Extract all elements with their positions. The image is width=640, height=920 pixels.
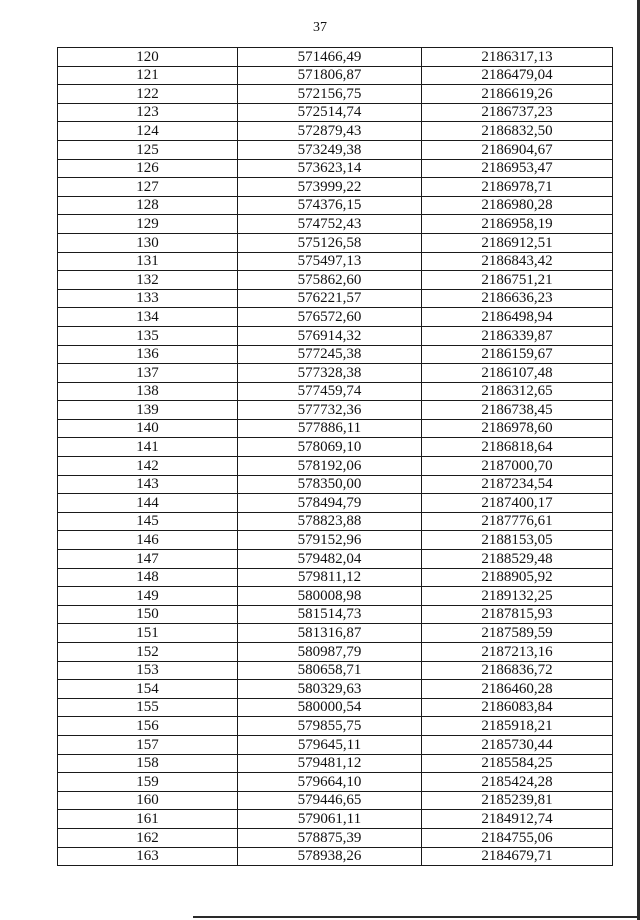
table-row bbox=[58, 568, 613, 587]
table-row bbox=[58, 438, 613, 457]
table-row bbox=[58, 773, 613, 792]
y-coordinate-cell: 2186083,84 bbox=[422, 698, 613, 717]
y-coordinate-cell: 2187815,93 bbox=[422, 605, 613, 624]
point-number-cell: 140 bbox=[58, 419, 238, 438]
coordinates-table bbox=[57, 47, 613, 866]
table-row bbox=[58, 531, 613, 550]
y-coordinate-cell: 2186737,23 bbox=[422, 103, 613, 122]
point-number-cell: 156 bbox=[58, 717, 238, 736]
x-coordinate-cell: 579481,12 bbox=[238, 754, 422, 773]
table-row bbox=[58, 605, 613, 624]
table-row bbox=[58, 698, 613, 717]
x-coordinate-cell: 575497,13 bbox=[238, 252, 422, 271]
table-row bbox=[58, 828, 613, 847]
x-coordinate-cell: 581316,87 bbox=[238, 624, 422, 643]
point-number-cell: 138 bbox=[58, 382, 238, 401]
point-number-cell: 161 bbox=[58, 810, 238, 829]
x-coordinate-cell: 579664,10 bbox=[238, 773, 422, 792]
point-number-cell: 127 bbox=[58, 178, 238, 197]
point-number-cell: 135 bbox=[58, 326, 238, 345]
point-number-cell: 157 bbox=[58, 735, 238, 754]
table-row bbox=[58, 140, 613, 159]
point-number-cell: 141 bbox=[58, 438, 238, 457]
point-number-cell: 136 bbox=[58, 345, 238, 364]
x-coordinate-cell: 579482,04 bbox=[238, 550, 422, 569]
x-coordinate-cell: 574752,43 bbox=[238, 215, 422, 234]
point-number-cell: 163 bbox=[58, 847, 238, 866]
table-row bbox=[58, 735, 613, 754]
x-coordinate-cell: 579811,12 bbox=[238, 568, 422, 587]
x-coordinate-cell: 578494,79 bbox=[238, 494, 422, 513]
x-coordinate-cell: 577732,36 bbox=[238, 401, 422, 420]
x-coordinate-cell: 577886,11 bbox=[238, 419, 422, 438]
point-number-cell: 124 bbox=[58, 122, 238, 141]
table-row bbox=[58, 345, 613, 364]
table-row bbox=[58, 233, 613, 252]
y-coordinate-cell: 2186836,72 bbox=[422, 661, 613, 680]
table-row bbox=[58, 550, 613, 569]
y-coordinate-cell: 2188529,48 bbox=[422, 550, 613, 569]
point-number-cell: 144 bbox=[58, 494, 238, 513]
point-number-cell: 148 bbox=[58, 568, 238, 587]
y-coordinate-cell: 2186317,13 bbox=[422, 48, 613, 67]
x-coordinate-cell: 572514,74 bbox=[238, 103, 422, 122]
table-row bbox=[58, 382, 613, 401]
table-row bbox=[58, 326, 613, 345]
point-number-cell: 160 bbox=[58, 791, 238, 810]
point-number-cell: 145 bbox=[58, 512, 238, 531]
x-coordinate-cell: 577328,38 bbox=[238, 364, 422, 383]
table-row bbox=[58, 661, 613, 680]
y-coordinate-cell: 2186832,50 bbox=[422, 122, 613, 141]
y-coordinate-cell: 2186339,87 bbox=[422, 326, 613, 345]
y-coordinate-cell: 2186312,65 bbox=[422, 382, 613, 401]
y-coordinate-cell: 2189132,25 bbox=[422, 587, 613, 606]
x-coordinate-cell: 579645,11 bbox=[238, 735, 422, 754]
point-number-cell: 146 bbox=[58, 531, 238, 550]
point-number-cell: 143 bbox=[58, 475, 238, 494]
x-coordinate-cell: 571806,87 bbox=[238, 66, 422, 85]
table-row bbox=[58, 85, 613, 104]
point-number-cell: 151 bbox=[58, 624, 238, 643]
y-coordinate-cell: 2186460,28 bbox=[422, 680, 613, 699]
table-row bbox=[58, 512, 613, 531]
x-coordinate-cell: 575126,58 bbox=[238, 233, 422, 252]
y-coordinate-cell: 2185584,25 bbox=[422, 754, 613, 773]
x-coordinate-cell: 578192,06 bbox=[238, 457, 422, 476]
y-coordinate-cell: 2186912,51 bbox=[422, 233, 613, 252]
page-number: 37 bbox=[313, 20, 327, 35]
point-number-cell: 142 bbox=[58, 457, 238, 476]
y-coordinate-cell: 2185918,21 bbox=[422, 717, 613, 736]
x-coordinate-cell: 572156,75 bbox=[238, 85, 422, 104]
y-coordinate-cell: 2188153,05 bbox=[422, 531, 613, 550]
table-row bbox=[58, 717, 613, 736]
point-number-cell: 162 bbox=[58, 828, 238, 847]
x-coordinate-cell: 576221,57 bbox=[238, 289, 422, 308]
point-number-cell: 125 bbox=[58, 140, 238, 159]
point-number-cell: 134 bbox=[58, 308, 238, 327]
x-coordinate-cell: 577459,74 bbox=[238, 382, 422, 401]
table-row bbox=[58, 475, 613, 494]
y-coordinate-cell: 2185239,81 bbox=[422, 791, 613, 810]
table-row bbox=[58, 66, 613, 85]
x-coordinate-cell: 573249,38 bbox=[238, 140, 422, 159]
point-number-cell: 155 bbox=[58, 698, 238, 717]
coordinates-table-body bbox=[58, 48, 613, 866]
x-coordinate-cell: 571466,49 bbox=[238, 48, 422, 67]
x-coordinate-cell: 580000,54 bbox=[238, 698, 422, 717]
y-coordinate-cell: 2186738,45 bbox=[422, 401, 613, 420]
x-coordinate-cell: 579855,75 bbox=[238, 717, 422, 736]
point-number-cell: 120 bbox=[58, 48, 238, 67]
x-coordinate-cell: 579061,11 bbox=[238, 810, 422, 829]
y-coordinate-cell: 2186953,47 bbox=[422, 159, 613, 178]
table-row bbox=[58, 401, 613, 420]
x-coordinate-cell: 574376,15 bbox=[238, 196, 422, 215]
table-row bbox=[58, 680, 613, 699]
x-coordinate-cell: 580658,71 bbox=[238, 661, 422, 680]
point-number-cell: 152 bbox=[58, 643, 238, 662]
x-coordinate-cell: 578938,26 bbox=[238, 847, 422, 866]
table-row bbox=[58, 159, 613, 178]
x-coordinate-cell: 572879,43 bbox=[238, 122, 422, 141]
point-number-cell: 132 bbox=[58, 271, 238, 290]
table-row bbox=[58, 48, 613, 67]
x-coordinate-cell: 577245,38 bbox=[238, 345, 422, 364]
table-row bbox=[58, 271, 613, 290]
point-number-cell: 154 bbox=[58, 680, 238, 699]
y-coordinate-cell: 2187589,59 bbox=[422, 624, 613, 643]
table-row bbox=[58, 308, 613, 327]
y-coordinate-cell: 2186904,67 bbox=[422, 140, 613, 159]
point-number-cell: 128 bbox=[58, 196, 238, 215]
table-row bbox=[58, 587, 613, 606]
table-row bbox=[58, 643, 613, 662]
table-row bbox=[58, 196, 613, 215]
table-row bbox=[58, 419, 613, 438]
scan-bottom-rule bbox=[193, 916, 640, 918]
x-coordinate-cell: 581514,73 bbox=[238, 605, 422, 624]
x-coordinate-cell: 580987,79 bbox=[238, 643, 422, 662]
y-coordinate-cell: 2186619,26 bbox=[422, 85, 613, 104]
y-coordinate-cell: 2186980,28 bbox=[422, 196, 613, 215]
y-coordinate-cell: 2186498,94 bbox=[422, 308, 613, 327]
y-coordinate-cell: 2185730,44 bbox=[422, 735, 613, 754]
point-number-cell: 130 bbox=[58, 233, 238, 252]
y-coordinate-cell: 2184755,06 bbox=[422, 828, 613, 847]
x-coordinate-cell: 579446,65 bbox=[238, 791, 422, 810]
x-coordinate-cell: 580329,63 bbox=[238, 680, 422, 699]
y-coordinate-cell: 2187776,61 bbox=[422, 512, 613, 531]
table-row bbox=[58, 791, 613, 810]
table-row bbox=[58, 122, 613, 141]
point-number-cell: 121 bbox=[58, 66, 238, 85]
table-row bbox=[58, 252, 613, 271]
y-coordinate-cell: 2186479,04 bbox=[422, 66, 613, 85]
table-row bbox=[58, 624, 613, 643]
y-coordinate-cell: 2187400,17 bbox=[422, 494, 613, 513]
point-number-cell: 131 bbox=[58, 252, 238, 271]
y-coordinate-cell: 2186159,67 bbox=[422, 345, 613, 364]
point-number-cell: 158 bbox=[58, 754, 238, 773]
x-coordinate-cell: 573999,22 bbox=[238, 178, 422, 197]
y-coordinate-cell: 2188905,92 bbox=[422, 568, 613, 587]
table-row bbox=[58, 754, 613, 773]
x-coordinate-cell: 573623,14 bbox=[238, 159, 422, 178]
table-row bbox=[58, 178, 613, 197]
table-row bbox=[58, 364, 613, 383]
y-coordinate-cell: 2185424,28 bbox=[422, 773, 613, 792]
y-coordinate-cell: 2187213,16 bbox=[422, 643, 613, 662]
y-coordinate-cell: 2186978,60 bbox=[422, 419, 613, 438]
y-coordinate-cell: 2187000,70 bbox=[422, 457, 613, 476]
point-number-cell: 129 bbox=[58, 215, 238, 234]
x-coordinate-cell: 578069,10 bbox=[238, 438, 422, 457]
y-coordinate-cell: 2186843,42 bbox=[422, 252, 613, 271]
y-coordinate-cell: 2186751,21 bbox=[422, 271, 613, 290]
point-number-cell: 133 bbox=[58, 289, 238, 308]
x-coordinate-cell: 576572,60 bbox=[238, 308, 422, 327]
x-coordinate-cell: 579152,96 bbox=[238, 531, 422, 550]
point-number-cell: 153 bbox=[58, 661, 238, 680]
y-coordinate-cell: 2187234,54 bbox=[422, 475, 613, 494]
point-number-cell: 147 bbox=[58, 550, 238, 569]
x-coordinate-cell: 578823,88 bbox=[238, 512, 422, 531]
y-coordinate-cell: 2186978,71 bbox=[422, 178, 613, 197]
x-coordinate-cell: 578875,39 bbox=[238, 828, 422, 847]
table-row bbox=[58, 847, 613, 866]
table-row bbox=[58, 494, 613, 513]
point-number-cell: 126 bbox=[58, 159, 238, 178]
x-coordinate-cell: 578350,00 bbox=[238, 475, 422, 494]
point-number-cell: 137 bbox=[58, 364, 238, 383]
table-row bbox=[58, 289, 613, 308]
point-number-cell: 150 bbox=[58, 605, 238, 624]
table-row bbox=[58, 103, 613, 122]
x-coordinate-cell: 576914,32 bbox=[238, 326, 422, 345]
x-coordinate-cell: 575862,60 bbox=[238, 271, 422, 290]
table-row bbox=[58, 810, 613, 829]
y-coordinate-cell: 2184679,71 bbox=[422, 847, 613, 866]
y-coordinate-cell: 2186818,64 bbox=[422, 438, 613, 457]
y-coordinate-cell: 2184912,74 bbox=[422, 810, 613, 829]
point-number-cell: 139 bbox=[58, 401, 238, 420]
point-number-cell: 123 bbox=[58, 103, 238, 122]
table-row bbox=[58, 215, 613, 234]
y-coordinate-cell: 2186636,23 bbox=[422, 289, 613, 308]
table-row bbox=[58, 457, 613, 476]
point-number-cell: 149 bbox=[58, 587, 238, 606]
point-number-cell: 122 bbox=[58, 85, 238, 104]
point-number-cell: 159 bbox=[58, 773, 238, 792]
y-coordinate-cell: 2186107,48 bbox=[422, 364, 613, 383]
x-coordinate-cell: 580008,98 bbox=[238, 587, 422, 606]
y-coordinate-cell: 2186958,19 bbox=[422, 215, 613, 234]
